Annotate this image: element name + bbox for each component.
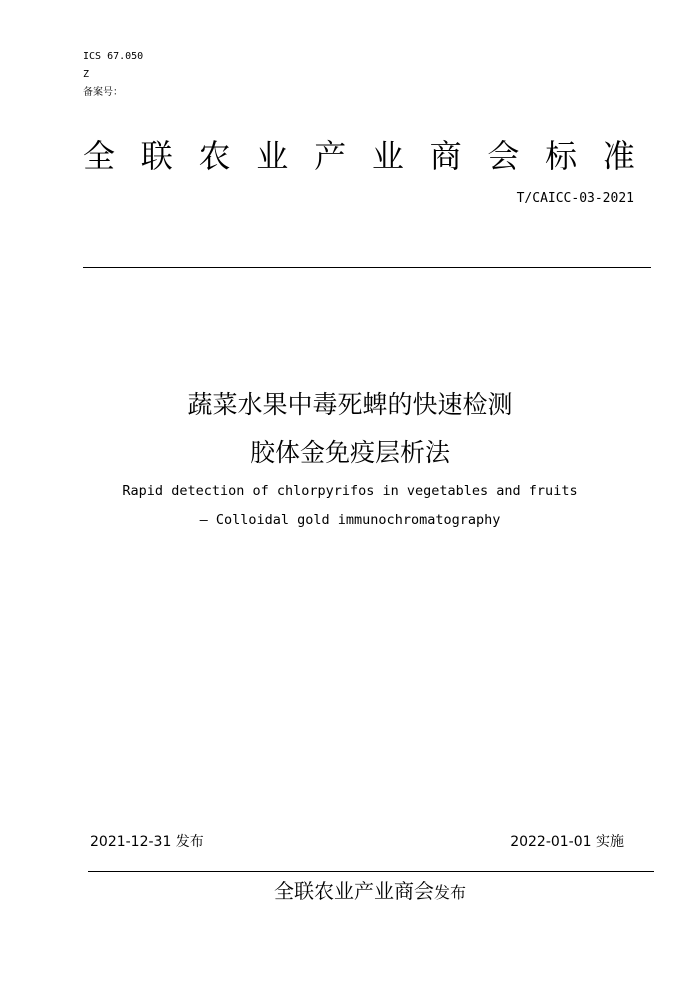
org-title-char: 业 — [256, 137, 289, 175]
issue-date: 2021-12-31 发布 — [90, 834, 204, 850]
org-title-char: 产 — [314, 137, 347, 175]
org-title-char: 联 — [140, 137, 173, 175]
org-title-char: 准 — [602, 137, 635, 175]
filing-number-label: 备案号： — [83, 87, 123, 98]
publisher — [0, 877, 700, 907]
bottom-divider — [88, 871, 654, 872]
standard-number: T/CAICC-03-2021 — [516, 191, 634, 206]
org-title-char: 农 — [198, 137, 231, 175]
chinese-title-line-1: 蔬菜水果中毒死蜱的快速检测 — [187, 390, 513, 419]
org-title-char: 会 — [487, 137, 520, 175]
category-code: Z — [83, 69, 90, 80]
org-title-char: 全 — [83, 137, 116, 175]
ics-code: ICS 67.050 — [83, 51, 144, 62]
org-title-char: 标 — [545, 137, 578, 175]
english-title-line-1: Rapid detection of chlorpyrifos in vegetables and fruits — [122, 483, 578, 499]
org-title-char: 商 — [429, 137, 462, 175]
organization-standard-title — [83, 136, 635, 176]
implementation-date: 2022-01-01 实施 — [510, 834, 624, 850]
publisher-name: 全联农业产业商会 — [273, 879, 434, 903]
english-title-line-2: — Colloidal gold immunochromatography — [199, 512, 501, 528]
top-divider — [83, 267, 651, 268]
chinese-title-line-2: 胶体金免疫层析法 — [249, 438, 450, 467]
publisher-suffix: 发布 — [433, 883, 466, 902]
org-title-char: 业 — [371, 137, 404, 175]
